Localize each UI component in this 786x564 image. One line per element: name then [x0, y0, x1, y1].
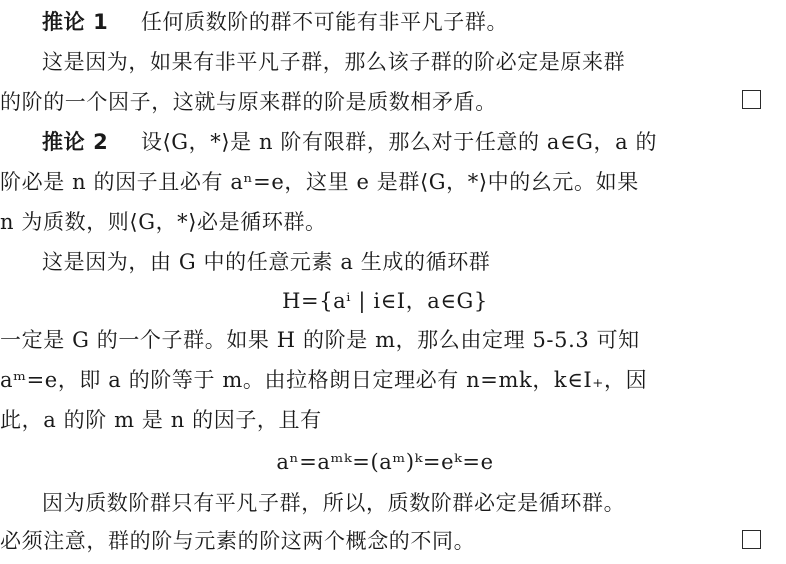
corollary-2-proof-line-1: 这是因为，由 G 中的任意元素 a 生成的循环群 — [42, 250, 491, 274]
corollary-2-heading — [42, 122, 770, 162]
corollary-1-proof-line-1: 这是因为，如果有非平凡子群，那么该子群的阶必定是原来群 — [42, 50, 626, 74]
conclusion-line-1: 因为质数阶群只有平凡子群，所以，质数阶群必定是循环群。 — [42, 491, 626, 515]
corollary-1-statement: 任何质数阶的群不可能有非平凡子群。 — [140, 10, 509, 34]
corollary-2-label: 推论 2 — [42, 130, 109, 154]
formula-power-chain: aⁿ=aᵐᵏ=(aᵐ)ᵏ=eᵏ=e — [276, 450, 494, 474]
corollary-1-heading — [42, 2, 770, 42]
corollary-2-proof-line-4: 此，a 的阶 m 是 n 的因子，且有 — [0, 408, 322, 432]
qed-box-2 — [742, 530, 761, 549]
corollary-2-statement-line-3: n 为质数，则⟨G，*⟩必是循环群。 — [0, 210, 327, 234]
corollary-2-proof-line-3: aᵐ=e，即 a 的阶等于 m。由拉格朗日定理必有 n=mk，k∈I₊，因 — [0, 368, 648, 392]
corollary-1-label: 推论 1 — [42, 10, 109, 34]
qed-box-1 — [742, 90, 761, 109]
corollary-1-proof-line-2: 的阶的一个因子，这就与原来群的阶是质数相矛盾。 — [0, 90, 497, 114]
corollary-2-statement-line-2: 阶必是 n 的因子且必有 aⁿ=e，这里 e 是群⟨G，*⟩中的幺元。如果 — [0, 170, 639, 194]
formula-cyclic-subgroup: H={aⁱ | i∈I，a∈G} — [282, 289, 488, 313]
corollary-2-proof-line-2: 一定是 G 的一个子群。如果 H 的阶是 m，那么由定理 5-5.3 可知 — [0, 328, 640, 352]
corollary-2-statement-line-1: 设⟨G，*⟩是 n 阶有限群，那么对于任意的 a∈G，a 的 — [140, 130, 658, 154]
conclusion-line-2: 必须注意，群的阶与元素的阶这两个概念的不同。 — [0, 529, 476, 553]
